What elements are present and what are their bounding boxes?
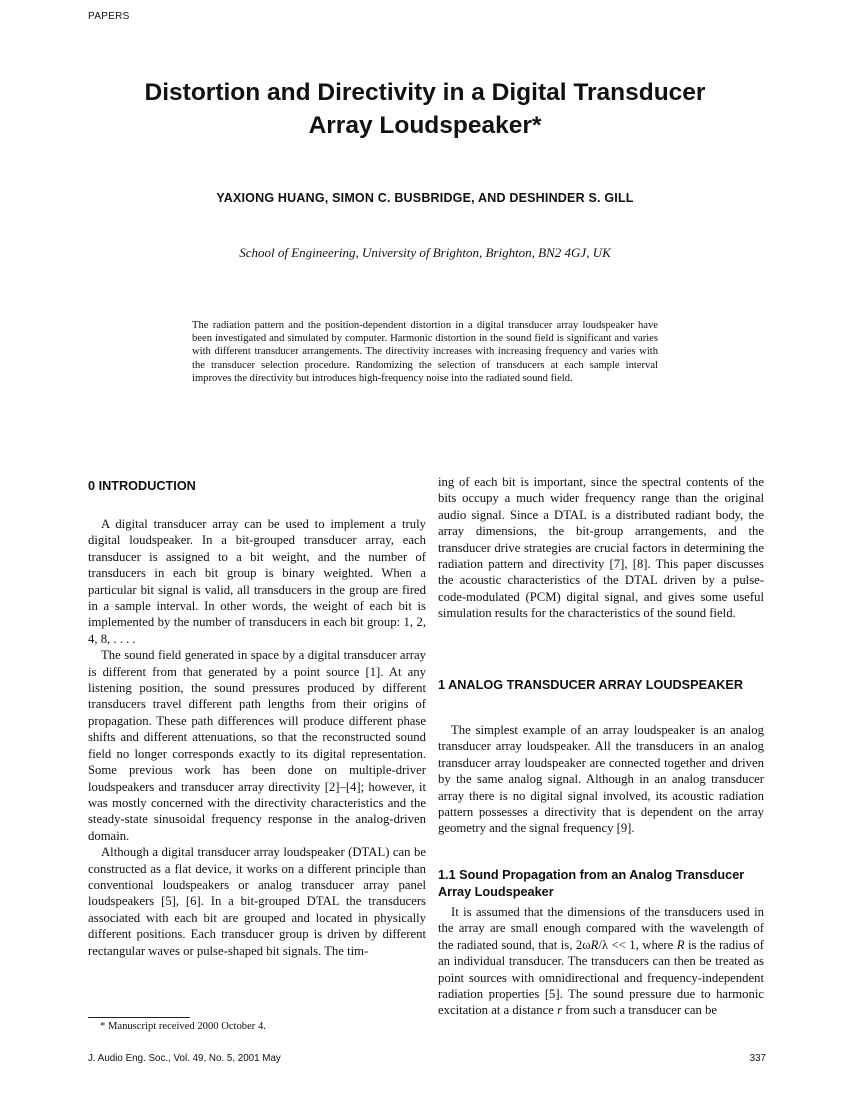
- left-column: [88, 516, 426, 959]
- footnote-rule: [88, 1017, 190, 1018]
- heading-sound-propagation: 1.1 Sound Propagation from an Analog Transducer Array Loudspeaker: [438, 868, 745, 899]
- title-line-1: Distortion and Directivity in a Digital Transducer: [144, 79, 706, 106]
- symbol-R-2: R: [676, 937, 685, 952]
- sound-text-b: /λ << 1, where: [598, 937, 677, 952]
- right-column-sound: [438, 904, 764, 1019]
- abstract: The radiation pattern and the position-dependent distortion in a digital transducer array loudspeaker have been investigated and simulated by computer. Harmonic distortion in the sound field is significant and varies with different transducer arrangements. The directivity increases with increasing frequency and varies with the transducer selection procedure. Randomizing the selection of transducers at each sample interval improves the directivity but introduces high-frequency noise into the radiated sound field.: [192, 320, 658, 384]
- section-label: PAPERS: [88, 11, 130, 22]
- intro-paragraph-1: A digital transducer array can be used to implement a truly digital loudspeaker. In a bit-grouped transducer array, each transducer is assigned to a bit weight, and the number of transducers in each bit group is binary weighted. When a particular bit signal is valid, all transducers in the group are fired in a sample interval. In other words, the weight of each bit is implemented by the number of transducers in each bit group: 1, 2, 4, 8, . . . .: [88, 517, 426, 646]
- paper-title: [60, 76, 790, 142]
- heading-introduction: 0 INTRODUCTION: [88, 479, 196, 493]
- symbol-R: R: [590, 937, 599, 952]
- journal-reference: J. Audio Eng. Soc., Vol. 49, No. 5, 2001 May: [88, 1053, 281, 1064]
- author-list: YAXIONG HUANG, SIMON C. BUSBRIDGE, AND DESHINDER S. GILL: [216, 191, 634, 205]
- right-column-analog: [438, 722, 764, 837]
- footnote: * Manuscript received 2000 October 4.: [100, 1021, 266, 1032]
- analog-paragraph-1: The simplest example of an array loudspeaker is an analog transducer array loudspeaker. All the transducers in an analog transducer array loudspeaker are connected together and driven by the same analog signal. Although in an analog transducer array there is no digital signal involved, its acoustic radiation pattern possesses a directivity that is dependent on the array geometry and the signal frequency [9].: [438, 723, 764, 836]
- intro-paragraph-4: ing of each bit is important, since the spectral contents of the bits occupy a much wider frequency range than the original audio signal. Since a DTAL is a distributed radiant body, the array dimensions, the bit-group arrangements, and the transducer drive strategies are crucial factors in determining the radiation pattern and directivity [7], [8]. This paper discusses the acoustic characteristics of the DTAL driven by a pulse-code-modulated (PCM) digital signal, and gives some useful simulation results for the characteristics of the sound field.: [438, 475, 764, 621]
- intro-paragraph-2: The sound field generated in space by a digital transducer array is different from that generated by a point source [1]. At any listening position, the sound pressures produced by different transducers travel different path lengths from their origins of propagation. These path differences will produce different phase shifts and different attenuations, so that the reconstructed sound field no longer corresponds exactly to its digital representation. Some previous work has been done on multiple-driver loudspeakers and transducer array directivity [2]–[4]; however, it was mostly concerned with the directivity characteristics and the steady-state sinusoidal frequency response in the analog-driven domain.: [88, 648, 426, 843]
- title-line-2: Array Loudspeaker*: [308, 112, 542, 139]
- heading-analog-array: 1 ANALOG TRANSDUCER ARRAY LOUDSPEAKER: [438, 678, 743, 692]
- right-column-top: [438, 474, 764, 622]
- sound-paragraph-1: [438, 904, 764, 1019]
- sound-text-d: from such a transducer can be: [562, 1003, 718, 1018]
- affiliation: School of Engineering, University of Brighton, Brighton, BN2 4GJ, UK: [239, 245, 611, 260]
- sound-text-c: is the radius of an individual transducer. The transducers can then be treated as point sources with omnidirectional and frequency-independent radiation properties [5]. The sound pressure due to harmonic excitation at a distance: [438, 937, 764, 1018]
- symbol-r: r: [557, 1003, 563, 1018]
- intro-paragraph-3: Although a digital transducer array loudspeaker (DTAL) can be constructed as a flat device, it works on a different principle than conventional loudspeakers or analog transducer array panel loudspeakers [5], [6]. In a bit-grouped DTAL the transducers associated with each bit are grouped and located in physically different positions. Each transducer group is driven by different rectangular waves or pulse-shaped bit signals. The tim-: [88, 845, 426, 958]
- page-number: 337: [749, 1053, 766, 1064]
- sound-text-a: It is assumed that the dimensions of the transducers used in the array are small enough compared with the wavelength of the radiated sound, that is, 2ω: [438, 905, 764, 952]
